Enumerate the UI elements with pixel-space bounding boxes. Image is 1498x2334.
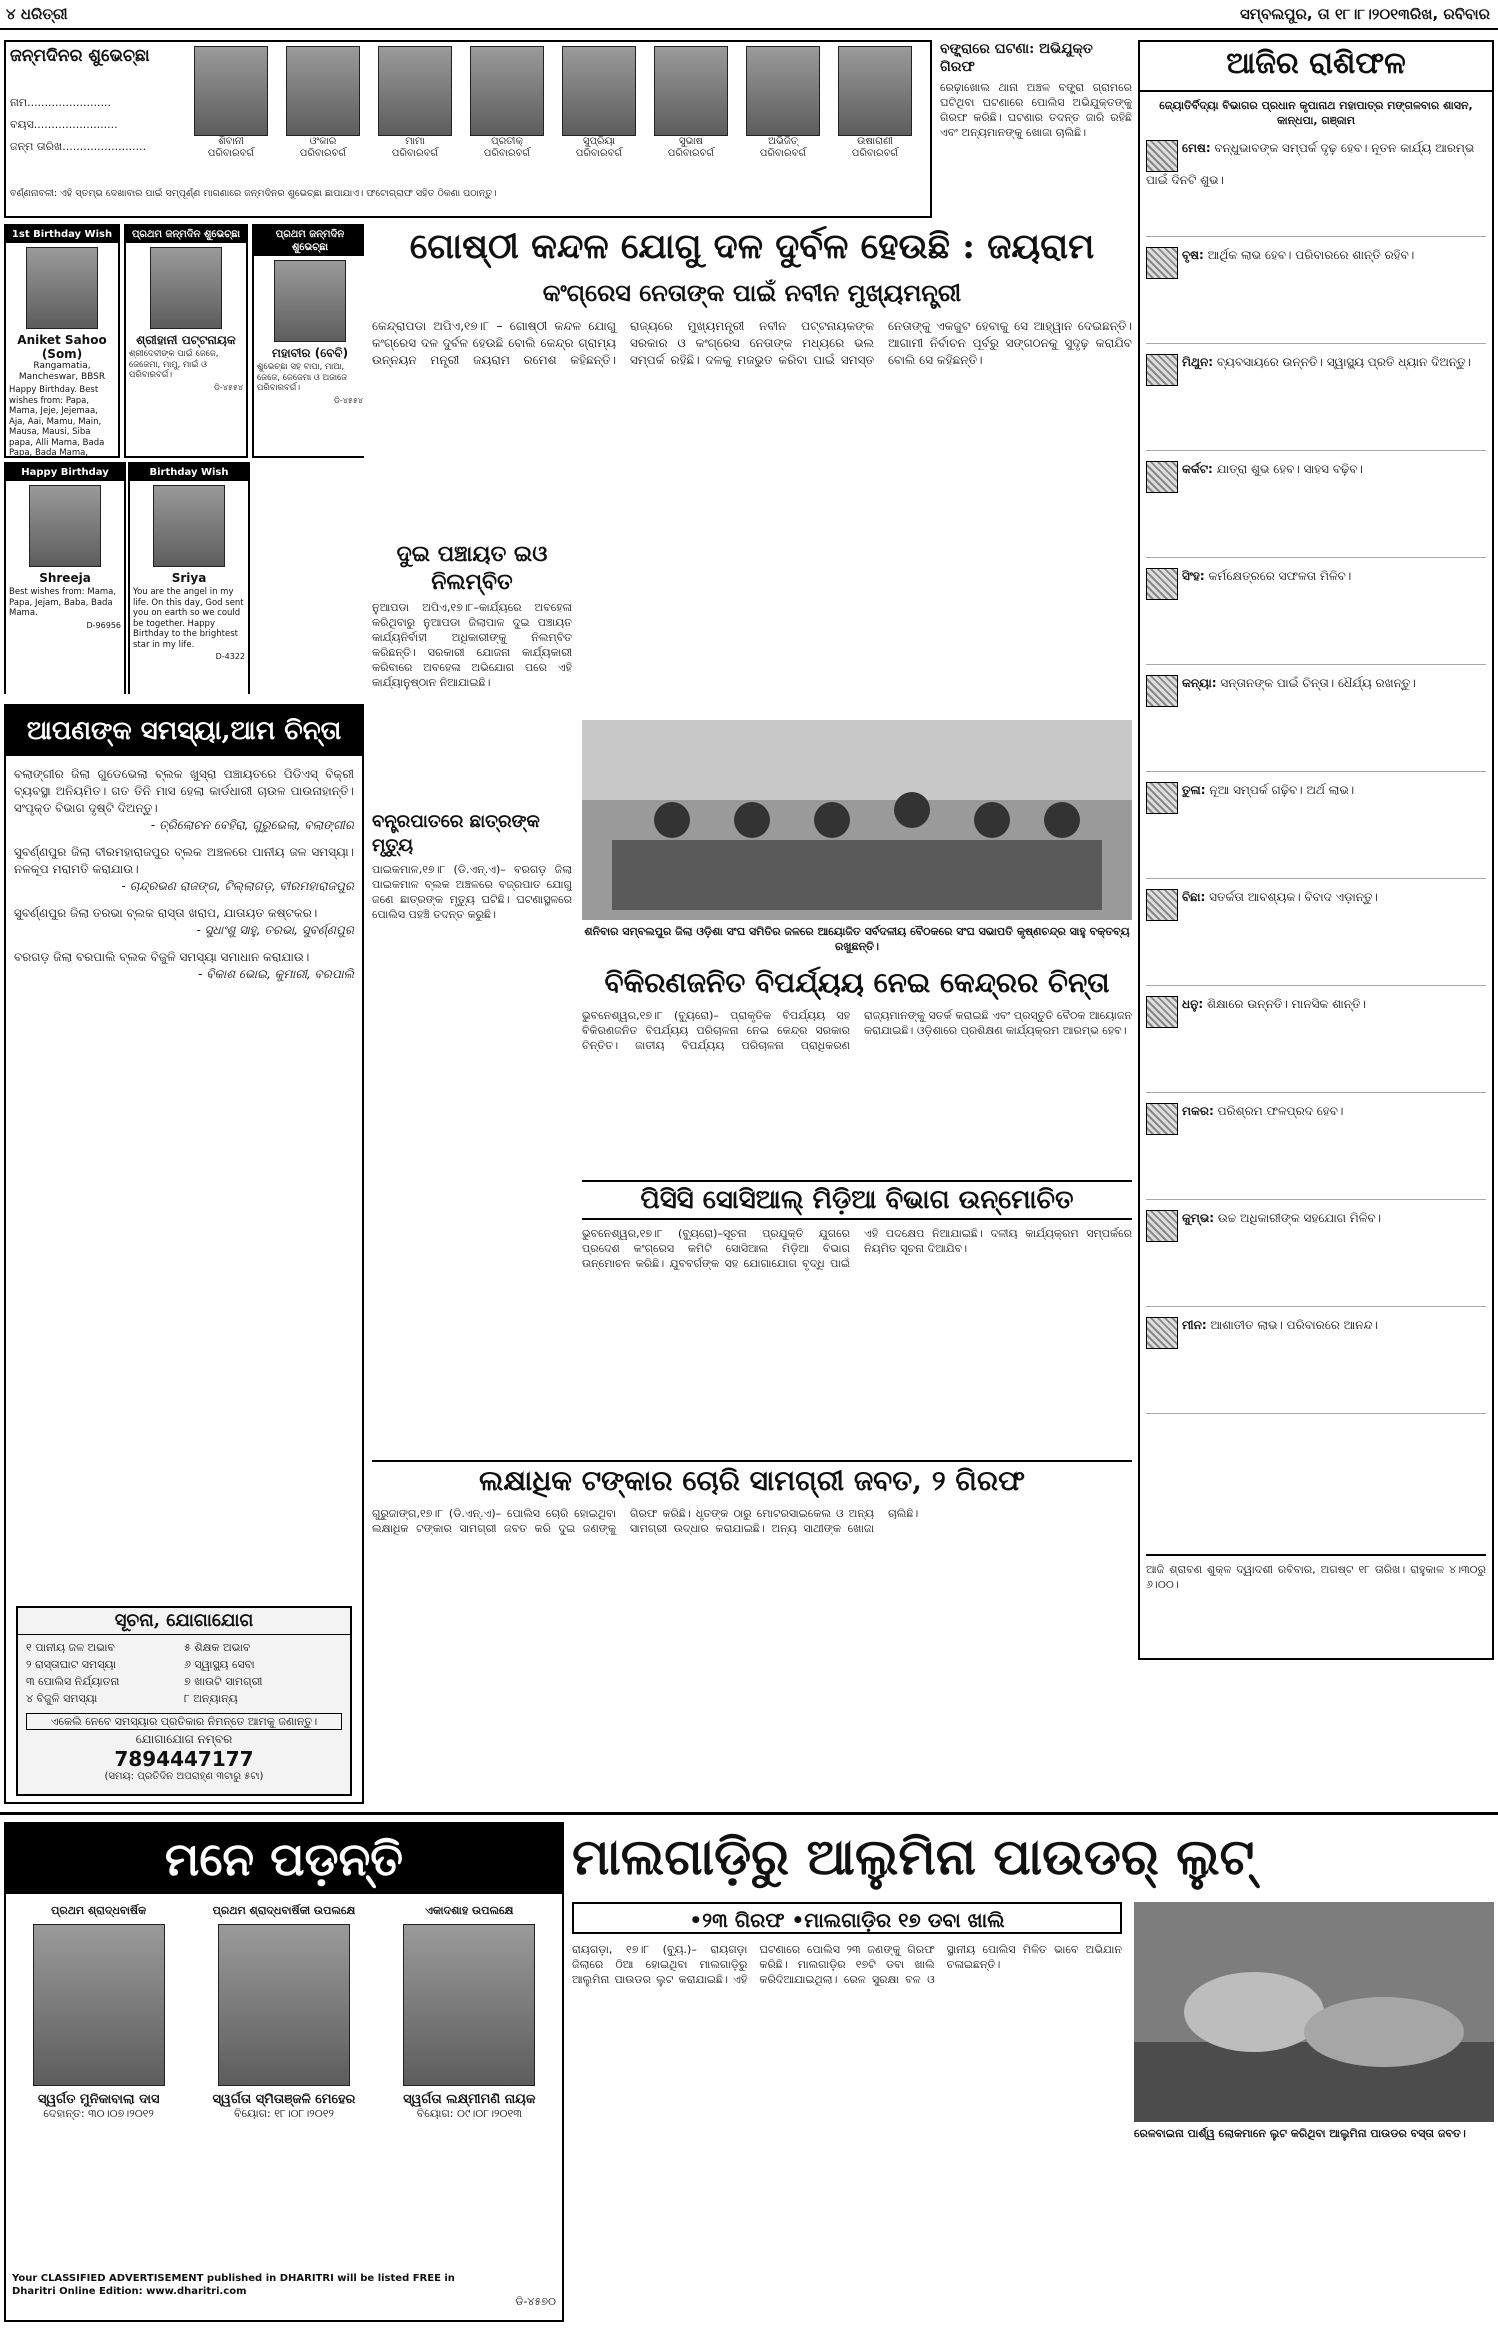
zodiac-sign-icon [1146,140,1178,172]
rashi-name: ମିଥୁନ: [1182,355,1214,369]
remember-footer: Your CLASSIFIED ADVERTISEMENT published in DHARITRI will be listed FREE in Dharitri Online Edition: www.dharitri.com [12,2273,455,2297]
panchayat-news [372,540,572,800]
rashifal-box [1138,40,1494,1660]
problem-sign: - ତ୍ରିଲୋଚନ ବେହିରା, ଗୁରୁଭେଲା, ବଲାଙ୍ଗୀର [150,818,354,832]
panchayat-body: ନୁଆପଡା ଅପିଏ,୧୭।୮–କାର୍ଯ୍ୟରେ ଅବହେଳା କରିଥିବାରୁ ନୁଆପଡା ଜିଲାପାଳ ଦୁଇ ପଞ୍ଚାୟତ କାର୍ଯ୍ୟନିର୍ବାହୀ ଅଧିକାରୀଙ୍କୁ ନିଲମ୍ବିତ କରିଛନ୍ତି। ସରକାରୀ ଯୋଜନା କାର୍ଯ୍ୟକାରୀ କରିବାରେ ଅବହେଳା ଅଭିଯୋଗ ପରେ ଏହି କାର୍ଯ୍ୟାନୁଷ୍ଠାନ ନିଆଯାଇଛି। [372,601,572,689]
rashi-entry [1146,1210,1486,1307]
theft-title: ଲକ୍ଷାଧିକ ଟଙ୍କାର ଚୋରି ସାମଗ୍ରୀ ଜବତ, ୨ ଗିରଫ [372,1460,1132,1500]
contact-phone-label: ଯୋଗାଯୋଗ ନମ୍ବର [135,1732,233,1746]
kid-card [464,46,550,176]
birthday-wish-card [252,224,364,458]
kid-photo [838,46,912,136]
problem-sign: - ଚାନ୍ଦ୍ରଭଣ ରାଜଙ୍ଗ, ଟିଲ୍ଲାଗଡ଼, ବୀରମହାରାଜପୁର [121,879,354,893]
remember-box [4,1822,564,2322]
kid-card [188,46,274,176]
problem-text: ସୁବର୍ଣ୍ଣପୁର ଜିଲା ତରଭା ବ୍ଲକ ରାସ୍ତା ଖରାପ, ଯାତାୟତ କଷ୍ଟକର। [14,906,318,920]
obituary-card [384,1904,554,2264]
pcc-body: ଭୁବନେଶ୍ୱର,୧୭।୮ (ବ୍ୟୁରୋ)–ସୂଚନା ପ୍ରଯୁକ୍ତି ଯୁଗରେ ପ୍ରଦେଶ କଂଗ୍ରେସ କମିଟି ସୋସିଆଲ ମିଡ଼ିଆ ବିଭାଗ ଉନ୍ମୋଚନ କରିଛି। ଯୁବବର୍ଗଙ୍କ ସହ ଯୋଗାଯୋଗ ବୃଦ୍ଧି ପାଇଁ ଏହି ପଦକ୍ଷେପ ନିଆଯାଇଛି। ଦଳୀୟ କାର୍ଯ୍ୟକ୍ରମ ସମ୍ପର୍କରେ ନିୟମିତ ସୂଚନା ଦିଆଯିବ। [582,1227,1132,1270]
kid-photo [194,46,268,136]
contact-phone[interactable]: 7894447177 [114,1747,254,1771]
radiation-title: ବିକିରଣଜନିତ ବିପର୍ଯ୍ୟୟ ନେଇ କେନ୍ଦ୍ରର ଚିନ୍ତା [604,966,1110,999]
kid-photo [746,46,820,136]
kid-sub: ପରିବାରବର୍ଗ [667,148,715,159]
rashi-entry [1146,1103,1486,1200]
birthday-wish-card [4,224,120,458]
problems-title: ଆପଣଙ୍କ ସମସ୍ୟା,ଆମ ଚିନ୍ତା [6,706,362,756]
obituary-card [14,1904,184,2264]
rashi-text: କର୍ମକ୍ଷେତ୍ରରେ ସଫଳତା ମିଳିବ। [1208,569,1352,583]
obituary-card [199,1904,369,2264]
contact-option: ୪ ବିଜୁଳି ସମସ୍ୟା [26,1692,98,1705]
dateline: ସମ୍ବଲପୁର, ତା ୧୮।୮।୨୦୧୩ରିଖ, ରବିବାର [1240,5,1490,23]
rashi-name: ମକର: [1182,1104,1214,1118]
remember-title: ମନେ ପଡ଼ନ୍ତି [6,1824,562,1894]
side-news [940,40,1132,218]
wish-photo [150,247,222,329]
alumina-photo-svg [1134,1902,1494,2122]
rashi-entry [1146,568,1486,665]
kid-photo [562,46,636,136]
wish-code: ଡି-୪୫୫୪ [213,382,243,392]
lead-subheadline: କଂଗ୍ରେସ ନେତାଙ୍କ ପାଇଁ ନବୀନ ମୁଖ୍ୟମନ୍ତ୍ରୀ [542,278,962,307]
form-name-line: ନାମ........................ [10,96,111,109]
contact-option: ୭ ଖାଉଟି ସାମଗ୍ରୀ [184,1675,263,1688]
rashi-name: ବୃଷ: [1182,248,1204,262]
remember-code: ଡି-୪୫୭୦ [515,2295,556,2308]
rashi-text: ନୂଆ ସମ୍ପର୍କ ଗଢ଼ିବ। ଅର୍ଥ ଲାଭ। [1209,783,1355,797]
rashi-entry [1146,354,1486,451]
radiation-story [582,964,1132,1174]
rashi-text: ଯାତ୍ରା ଶୁଭ ହେବ। ସାହସ ବଢ଼ିବ। [1216,462,1363,476]
rashi-entry [1146,889,1486,986]
kid-name: ଉଷାରାଣୀ [857,136,893,147]
wish-name: ଶ୍ରୀହାନୀ ପଟ୍ଟନାୟକ [136,333,236,347]
form-dob-line: ଜନ୍ମ ତାରିଖ........................ [10,140,147,153]
rashi-entry [1146,461,1486,558]
pcc-story [582,1180,1132,1450]
rashi-text: ସନ୍ତାନଙ୍କ ପାଇଁ ଚିନ୍ତା। ଧୈର୍ଯ୍ୟ ରଖନ୍ତୁ। [1220,676,1416,690]
obituary-tag: ପ୍ରଥମ ଶ୍ରାଦ୍ଧବାର୍ଷିକୀ ଉପଲକ୍ଷେ [212,1904,356,1917]
obituary-photo [403,1924,535,2086]
rashi-name: କୁମ୍ଭ: [1182,1211,1215,1225]
kid-sub: ପରିବାରବର୍ଗ [299,148,347,159]
wishes-block [4,224,364,694]
wish-tag: 1st Birthday Wish [6,226,118,243]
kid-card [648,46,734,176]
kid-sub: ପରିବାରବର୍ଗ [759,148,807,159]
problem-text: ସୁବର୍ଣ୍ଣପୁର ଜିଲା ବୀରମହାରାଜପୁର ବ୍ଲକ ଅଞ୍ଚଳରେ ପାନୀୟ ଜଳ ସମସ୍ୟା। ନଳକୂପ ମରାମତି କରାଯାଉ। [14,845,354,876]
wish-tag: ପ୍ରଥମ ଜନ୍ମଦିନ ଶୁଭେଚ୍ଛା [126,226,246,243]
birthday-note: ବର୍ଣ୍ଣନାବଳୀ: ଏହି ସ୍ତମ୍ଭ ଦେଖାବାର ପାଇଁ ସମ୍ପୂର୍ଣ୍ଣ ମାଗଣାରେ ଜନ୍ମଦିନର ଶୁଭେଚ୍ଛା ଛାପାଯାଏ। ଫଟୋଗ୍ରାଫ ସହିତ ଠିକଣା ପଠାନ୍ତୁ। [10,188,497,199]
rashi-text: ଆଶାତୀତ ଲାଭ। ପରିବାରରେ ଆନନ୍ଦ। [1210,1318,1378,1332]
death-title: ବନ୍ତ୍ରପାତରେ ଛାତ୍ରଙ୍କ ମୃତ୍ୟୁ [372,811,540,856]
zodiac-sign-icon [1146,1103,1178,1135]
rashifal-footer: ଆଜି ଶ୍ରାବଣ ଶୁକ୍ଳ ଦ୍ୱାଦଶୀ ରବିବାର, ଅଗଷ୍ଟ ୧୮ ତାରିଖ। ରାହୁକାଳ ୪।୩୦ରୁ ୬।୦୦। [1146,1554,1486,1654]
lead-body: କେନ୍ଦ୍ରାପଡା ଅପିଏ,୧୭।୮ – ଗୋଷ୍ଠୀ କନ୍ଦଳ ଯୋଗୁ କଂଗ୍ରେସ ଦଳ ଦୁର୍ବଳ ହେଉଛି ବୋଲି କେନ୍ଦ୍ର ଗ୍ରାମ୍ୟ ଉନ୍ନୟନ ମନ୍ତ୍ରୀ ଜୟରାମ ରମେଶ କହିଛନ୍ତି। ରାଜ୍ୟରେ ମୁଖ୍ୟମନ୍ତ୍ରୀ ନବୀନ ପଟ୍ଟନାୟକଙ୍କ ସରକାର ଓ କଂଗ୍ରେସ ନେତାଙ୍କ ମଧ୍ୟରେ ଭଲ ସମ୍ପର୍କ ରହିଛି। ଦଳକୁ ମଜଭୁତ କରିବା ପାଇଁ ସମସ୍ତ ନେତାଙ୍କୁ ଏକଜୁଟ ହେବାକୁ ସେ ଆହ୍ୱାନ ଦେଇଛନ୍ତି। ଆଗାମୀ ନିର୍ବାଚନ ପୂର୍ବରୁ ସଙ୍ଗଠନକୁ ସୁଦୃଢ଼ କରାଯିବ ବୋଲି ସେ କହିଛନ୍ତି। [372,319,1132,367]
wish-code: ଡି-୪୫୫୪ [333,395,363,405]
wish-tag: Birthday Wish [130,464,248,481]
problems-list [14,766,354,1546]
birthday-greet-box [4,40,932,218]
kid-photo [470,46,544,136]
kid-sub: ପରିବାରବର୍ଗ [483,148,531,159]
rashi-text: ସତର୍କତା ଆବଶ୍ୟକ। ବିବାଦ ଏଡ଼ାନ୍ତୁ। [1209,890,1378,904]
remember-people [6,1904,562,2264]
rashi-name: ମେଷ: [1182,141,1211,155]
zodiac-sign-icon [1146,247,1178,279]
zodiac-sign-icon [1146,461,1178,493]
obituary-name: ସ୍ୱର୍ଗତ ମୁନିକାବାଲା ଦାସ [37,2092,160,2107]
form-age-line: ବୟସ........................ [10,118,118,131]
rashi-text: ବନ୍ଧୁଭାବଙ୍କ ସମ୍ପର୍କ ଦୃଢ଼ ହେବ। ନୂତନ କାର୍ଯ୍ୟ ଆରମ୍ଭ ପାଇଁ ଦିନଟି ଶୁଭ। [1146,141,1475,187]
kid-name: ସୁପ୍ରିୟା [582,136,616,147]
kid-sub: ପରିବାରବର୍ଗ [575,148,623,159]
wish-message: ଶ୍ରୀଦେବୀଙ୍କ ପାଇଁ ଜେଜେ, ଜେଜେମା, ମାମୁ, ମାଇଁ ଓ ପରିବାରବର୍ଗ। [129,349,219,380]
wish-name: Shreeja [39,571,91,585]
zodiac-sign-icon [1146,568,1178,600]
obituary-photo [218,1924,350,2086]
rashi-text: ବ୍ୟବସାୟରେ ଉନ୍ନତି। ସ୍ୱାସ୍ଥ୍ୟ ପ୍ରତି ଧ୍ୟାନ ଦିଅନ୍ତୁ। [1216,355,1472,369]
problem-sign: - ସୁଧାଂଶୁ ସାହୁ, ତରଭା, ସୁବର୍ଣ୍ଣପୁର [196,923,354,937]
kid-sub: ପରିବାରବର୍ଗ [207,148,255,159]
rashifal-author: ଜ୍ୟୋତିର୍ବିଦ୍ୟା ବିଭାଗର ପ୍ରଧାନ କୃପାନାଥ ମହାପାତ୍ର ମଙ୍ଗଳବାର ଶାସନ, କାନ୍ଧପା, ଗଞ୍ଜାମ [1159,99,1473,127]
problem-text: ବରଗଡ଼ ଜିଲା ବରପାଲି ବ୍ଲକ ବିଜୁଳି ସମସ୍ୟା ସମାଧାନ କରାଯାଉ। [14,950,310,964]
obituary-name: ସ୍ୱର୍ଗତା ସ୍ମିତାଞ୍ଜଳି ମେହେର [212,2092,356,2107]
problem-item [14,949,354,983]
rashi-name: କନ୍ୟା: [1182,676,1217,690]
alumina-subhead: •୨୩ ଗିରଫ •ମାଲଗାଡ଼ିର ୧୭ ଡବା ଖାଲି [572,1902,1122,1934]
pcc-title: ପିସିସି ସୋସିଆଲ୍ ମିଡ଼ିଆ ବିଭାଗ ଉନ୍ମୋଚିତ [582,1180,1132,1220]
section-divider [0,1812,1498,1815]
problem-item [14,844,354,895]
rashi-text: ପରିଶ୍ରମ ଫଳପ୍ରଦ ହେବ। [1217,1104,1344,1118]
wish-tag: ପ୍ରଥମ ଜନ୍ମଦିନ ଶୁଭେଚ୍ଛା [254,226,364,256]
kid-name: ମାମା [405,136,425,147]
kid-name: ପ୍ରତୀକ୍ [491,136,523,147]
kid-card [740,46,826,176]
rashifal-title: ଆଜିର ରାଶିଫଳ [1140,46,1492,92]
contact-note: ଏକେଲି ନେବେ ସମସ୍ୟାର ପ୍ରତିକାର ନିମନ୍ତେ ଆମକୁ ଜଣାନ୍ତୁ। [26,1713,342,1730]
kid-card [832,46,918,176]
rashi-entry [1146,675,1486,772]
theft-story [372,1460,1132,1800]
rashi-text: ଶିକ୍ଷାରେ ଉନ୍ନତି। ମାନସିକ ଶାନ୍ତି। [1207,997,1366,1011]
side-news-body: ରେଢ଼ାଖୋଲ ଥାନା ଅଞ୍ଚଳ ବଙ୍କ୍ରା ଗ୍ରାମରେ ଘଟିଥିବା ଘଟଣାରେ ପୋଲିସ ଅଭିଯୁକ୍ତଙ୍କୁ ଗିରଫ କରିଛି। ଘଟଣାର ତଦନ୍ତ ଜାରି ରହିଛି ଏବଂ ଅନ୍ୟମାନଙ୍କୁ ଖୋଜା ଚାଲିଛି। [940,81,1132,139]
kid-card [556,46,642,176]
rashi-name: ସିଂହ: [1182,569,1205,583]
rashi-entry [1146,140,1486,237]
meeting-photo [582,720,1132,920]
wish-name: Sriya [171,571,207,585]
kids-photo-row [188,46,928,176]
kid-name: ସୁଭାଷ [678,136,704,147]
birthday-wish-card [4,462,126,694]
rashi-text: ଉଚ୍ଚ ଅଧିକାରୀଙ୍କ ସହଯୋଗ ମିଳିବ। [1217,1211,1382,1225]
alumina-photo-caption: ରେଳବାଇନା ପାର୍ଶ୍ୱ ଲୋକମାନେ ଲୁଟ କରିଥିବା ଆଲୁମିନା ପାଉଡର ବସ୍ତା ଜବତ। [1134,2127,1466,2140]
problem-item [14,766,354,834]
rashi-entry [1146,996,1486,1093]
alumina-story [572,1822,1494,2322]
death-news [372,810,572,1170]
kid-photo [378,46,452,136]
wish-photo [29,485,101,567]
wish-name: Aniket Sahoo (Som) [17,333,107,361]
wish-name: ମହାବୀର (ବେବି) [271,346,349,360]
obituary-tag: ଏକାଦଶାହ ଉପଲକ୍ଷେ [425,1904,514,1917]
birthday-wish-card [124,224,248,458]
meeting-photo-caption: ଶନିବାର ସମ୍ବଲପୁର ଜିଲା ଓଡ଼ିଶା ସଂଘ ସମିତିର ଜଳରେ ଆୟୋଜିତ ସର୍ବଦଳୀୟ ବୈଠକରେ ସଂଘ ସଭାପତି କୃଷ୍ଣଚନ୍ଦ୍ର ସାହୁ ବକ୍ତବ୍ୟ ରଖୁଛନ୍ତି। [584,925,1130,953]
wish-message: Best wishes from: Mama, Papa, Jejam, Baba, Bada Mama. [9,587,117,618]
birthday-wish-card [128,462,250,694]
contact-option: ୬ ସ୍ୱାସ୍ଥ୍ୟ ସେବା [184,1658,255,1671]
wish-photo [153,485,225,567]
kid-card [372,46,458,176]
contact-option: ୫ ଶିକ୍ଷକ ଅଭାବ [184,1641,251,1654]
obituary-photo [33,1924,165,2086]
wish-photo [274,260,346,342]
alumina-headline: ମାଲଗାଡ଼ିରୁ ଆଲୁମିନା ପାଉଡର୍ ଲୁଟ୍ [572,1827,1255,1886]
wish-message: ଶୁଭେଚ୍ଛା ସହ ବାପା, ମାଆ, ଜେଜେ, ଜେଜେମା ଓ ଅଜାଜେ ପରିବାରବର୍ଗ। [257,362,348,393]
zodiac-sign-icon [1146,675,1178,707]
panchayat-title: ଦୁଇ ପଞ୍ଚାୟତ ଇଓ ନିଲମ୍ବିତ [396,541,548,595]
birthday-form [10,92,186,158]
problem-text: ବଲାଙ୍ଗୀର ଜିଲା ଗୁଡେଭେଲା ବ୍ଲକ ଖୁସ୍ରା ପଞ୍ଚାୟତରେ ପିଡିଏସ୍ ବିକ୍ରୀ ବ୍ୟବସ୍ଥା ଅନିୟମିତ। ଗତ ତିନି ମାସ ହେଲା କାର୍ଡଧାରୀ ଚାଉଳ ପାଉନାହାନ୍ତି। ସଂପୃକ୍ତ ବିଭାଗ ଦୃଷ୍ଟି ଦିଅନ୍ତୁ। [14,767,354,815]
contact-option: ୧ ପାନୀୟ ଜଳ ଅଭାବ [26,1641,115,1654]
contact-option: ୩ ପୋଲିସ ନିର୍ଯ୍ୟାତନା [26,1675,120,1688]
contact-box [16,1606,352,1796]
page-header [0,0,1498,30]
alumina-body: ରାୟଗଡ଼ା, ୧୭।୮ (ବ୍ୟୁ.)– ରାୟଗଡ଼ା ଜିଲାରେ ଠିଆ ହୋଇଥିବା ମାଲଗାଡ଼ିରୁ ଆଲୁମିନା ପାଉଡର ଲୁଟ କରାଯାଇଛି। ଏହି ଘଟଣାରେ ପୋଲିସ ୨୩ ଜଣଙ୍କୁ ଗିରଫ କରିଛି। ମାଲଗାଡ଼ିର ୧୭ଟି ଡବା ଖାଲି କରିଦିଆଯାଇଥିଲା। ରେଳ ସୁରକ୍ଷା ବଳ ଓ ସ୍ଥାନୀୟ ପୋଲିସ ମିଳିତ ଭାବେ ଅଭିଯାନ ଚଳାଇଛନ୍ତି। [572,1943,1122,1986]
death-body: ପାଇକମାଳ,୧୭।୮ (ଡି.ଏନ୍.ଏ)– ବରଗଡ଼ ଜିଲା ପାଇକମାଳ ବ୍ଲକ ଅଞ୍ଚଳରେ ବଜ୍ରପାତ ଯୋଗୁ ଜଣେ ଛାତ୍ରଙ୍କ ମୃତ୍ୟୁ ଘଟିଛି। ଘଟଣାସ୍ଥଳରେ ପୋଲିସ ପହଞ୍ଚି ତଦନ୍ତ କରୁଛି। [372,863,572,921]
kid-name: ଶିବାନୀ [218,136,244,147]
rashi-entry [1146,247,1486,344]
zodiac-sign-icon [1146,1317,1178,1349]
rashi-name: ତୁଳା: [1182,783,1206,797]
wish-message: Happy Birthday. Best wishes from: Papa, Mama, Jeje, Jejemaa, Aja, Aai, Mamu, Main, Mausa, Mausi, Siba papa, Alli Mama, Bada Papa, Bada Mama, [9,385,105,458]
problem-sign: - ବିକାଶ ଭୋଇ, କୁମାରୀ, ବରପାଲି [198,967,354,981]
contact-option: ୮ ଅନ୍ୟାନ୍ୟ [184,1692,238,1705]
kid-name: ଅଭିଜିତ୍ [768,136,798,147]
wish-message: You are the angel in my life. On this day, God sent you on earth so we could be together. Happy Birthday to the brightest star in my life. [133,587,244,650]
zodiac-sign-icon [1146,996,1178,1028]
zodiac-sign-icon [1146,354,1178,386]
obituary-info: ଦେହାନ୍ତ: ୩୦।୦୭।୨୦୧୨ [43,2107,154,2120]
zodiac-sign-icon [1146,1210,1178,1242]
contact-option: ୨ ରାସ୍ତାଘାଟ ସମସ୍ୟା [26,1658,116,1671]
wish-photo [26,247,98,329]
rashi-list [1146,140,1486,1540]
contact-options [18,1635,350,1711]
rashi-entry [1146,782,1486,879]
lead-headline: ଗୋଷ୍ଠୀ କନ୍ଦଳ ଯୋଗୁ ଦଳ ଦୁର୍ବଳ ହେଉଛି : ଜୟରାମ [409,226,1095,267]
kid-photo [286,46,360,136]
page-number-masthead: ୪ ଧରିତ୍ରୀ [6,5,68,23]
kid-name: ଓଂକାର [309,136,337,147]
contact-title: ସୂଚନା, ଯୋଗାଯୋଗ [18,1608,350,1635]
zodiac-sign-icon [1146,782,1178,814]
alumina-photo [1134,1902,1494,2122]
rashi-name: ଧନୁ: [1182,997,1204,1011]
rashi-name: କର୍କଟ: [1182,462,1213,476]
rashi-entry [1146,1317,1486,1414]
zodiac-sign-icon [1146,889,1178,921]
wish-tag: Happy Birthday [6,464,124,481]
wish-code: D-96956 [86,620,121,630]
kid-sub: ପରିବାରବର୍ଗ [391,148,439,159]
obituary-tag: ପ୍ରଥମ ଶ୍ରାଦ୍ଧବାର୍ଷିକ [51,1904,147,1917]
birthday-greet-title: ଜନ୍ମଦିନର ଶୁଭେଚ୍ଛା [10,46,150,66]
wish-code: D-4322 [215,652,245,661]
problems-box [4,704,364,1804]
kid-sub: ପରିବାରବର୍ଗ [851,148,899,159]
contact-timing: (ସମୟ: ପ୍ରତିଦିନ ଅପରାହ୍ଣ ୩ଟାରୁ ୫ଟା) [104,1771,264,1782]
wish-place: Rangamatia, Mancheswar, BBSR [18,361,106,382]
side-news-title: ବଙ୍କ୍ରାରେ ଘଟଣା: ଅଭିଯୁକ୍ତ ଗିରଫ [940,41,1093,75]
theft-body: ଗୁରୁଜାଙ୍ଗ,୧୭।୮ (ଡି.ଏନ୍.ଏ)– ପୋଲିସ ଚୋରି ହୋଇଥିବା ଲକ୍ଷାଧିକ ଟଙ୍କାର ସାମଗ୍ରୀ ଜବତ କରି ଦୁଇ ଜଣଙ୍କୁ ଗିରଫ କରିଛି। ଧୃତଙ୍କ ଠାରୁ ମୋଟରସାଇକେଲ ଓ ଅନ୍ୟ ସାମଗ୍ରୀ ଉଦ୍ଧାର କରାଯାଇଛି। ଅନ୍ୟ ସାଥୀଙ୍କ ଖୋଜା ଚାଲିଛି। [372,1507,919,1535]
rashi-text: ଆର୍ଥିକ ଲାଭ ହେବ। ପରିବାରରେ ଶାନ୍ତି ରହିବ। [1207,248,1415,262]
problem-item [14,905,354,939]
meeting-photo-svg [582,720,1132,920]
radiation-body: ଭୁବନେଶ୍ୱର,୧୭।୮ (ବ୍ୟୁରୋ)– ପ୍ରାକୃତିକ ବିପର୍ଯ୍ୟୟ ସହ ବିକିରଣଜନିତ ବିପର୍ଯ୍ୟୟ ପରିଚାଳନା ନେଇ କେନ୍ଦ୍ର ସରକାର ଚିନ୍ତିତ। ଜାତୀୟ ବିପର୍ଯ୍ୟୟ ପରିଚାଳନା ପ୍ରାଧିକରଣ ରାଜ୍ୟମାନଙ୍କୁ ସତର୍କ କରାଇଛି ଏବଂ ପ୍ରସ୍ତୁତି ବୈଠକ ଆୟୋଜନ କରାଯାଇଛି। ଓଡ଼ିଶାରେ ପ୍ରଶିକ୍ଷଣ କାର୍ଯ୍ୟକ୍ରମ ଆରମ୍ଭ ହେବ। [582,1009,1132,1052]
obituary-name: ସ୍ୱର୍ଗତା ଲକ୍ଷ୍ମୀମଣି ନାୟକ [403,2092,536,2107]
obituary-info: ବିୟୋଗ: ୦୯।୦୮।୨୦୧୩ [416,2107,522,2120]
kid-card [280,46,366,176]
kid-photo [654,46,728,136]
rashi-name: ବିଛା: [1182,890,1206,904]
rashi-name: ମୀନ: [1182,1318,1207,1332]
obituary-info: ବିୟୋଗ: ୧୮।୦୮।୨୦୧୨ [233,2107,334,2120]
